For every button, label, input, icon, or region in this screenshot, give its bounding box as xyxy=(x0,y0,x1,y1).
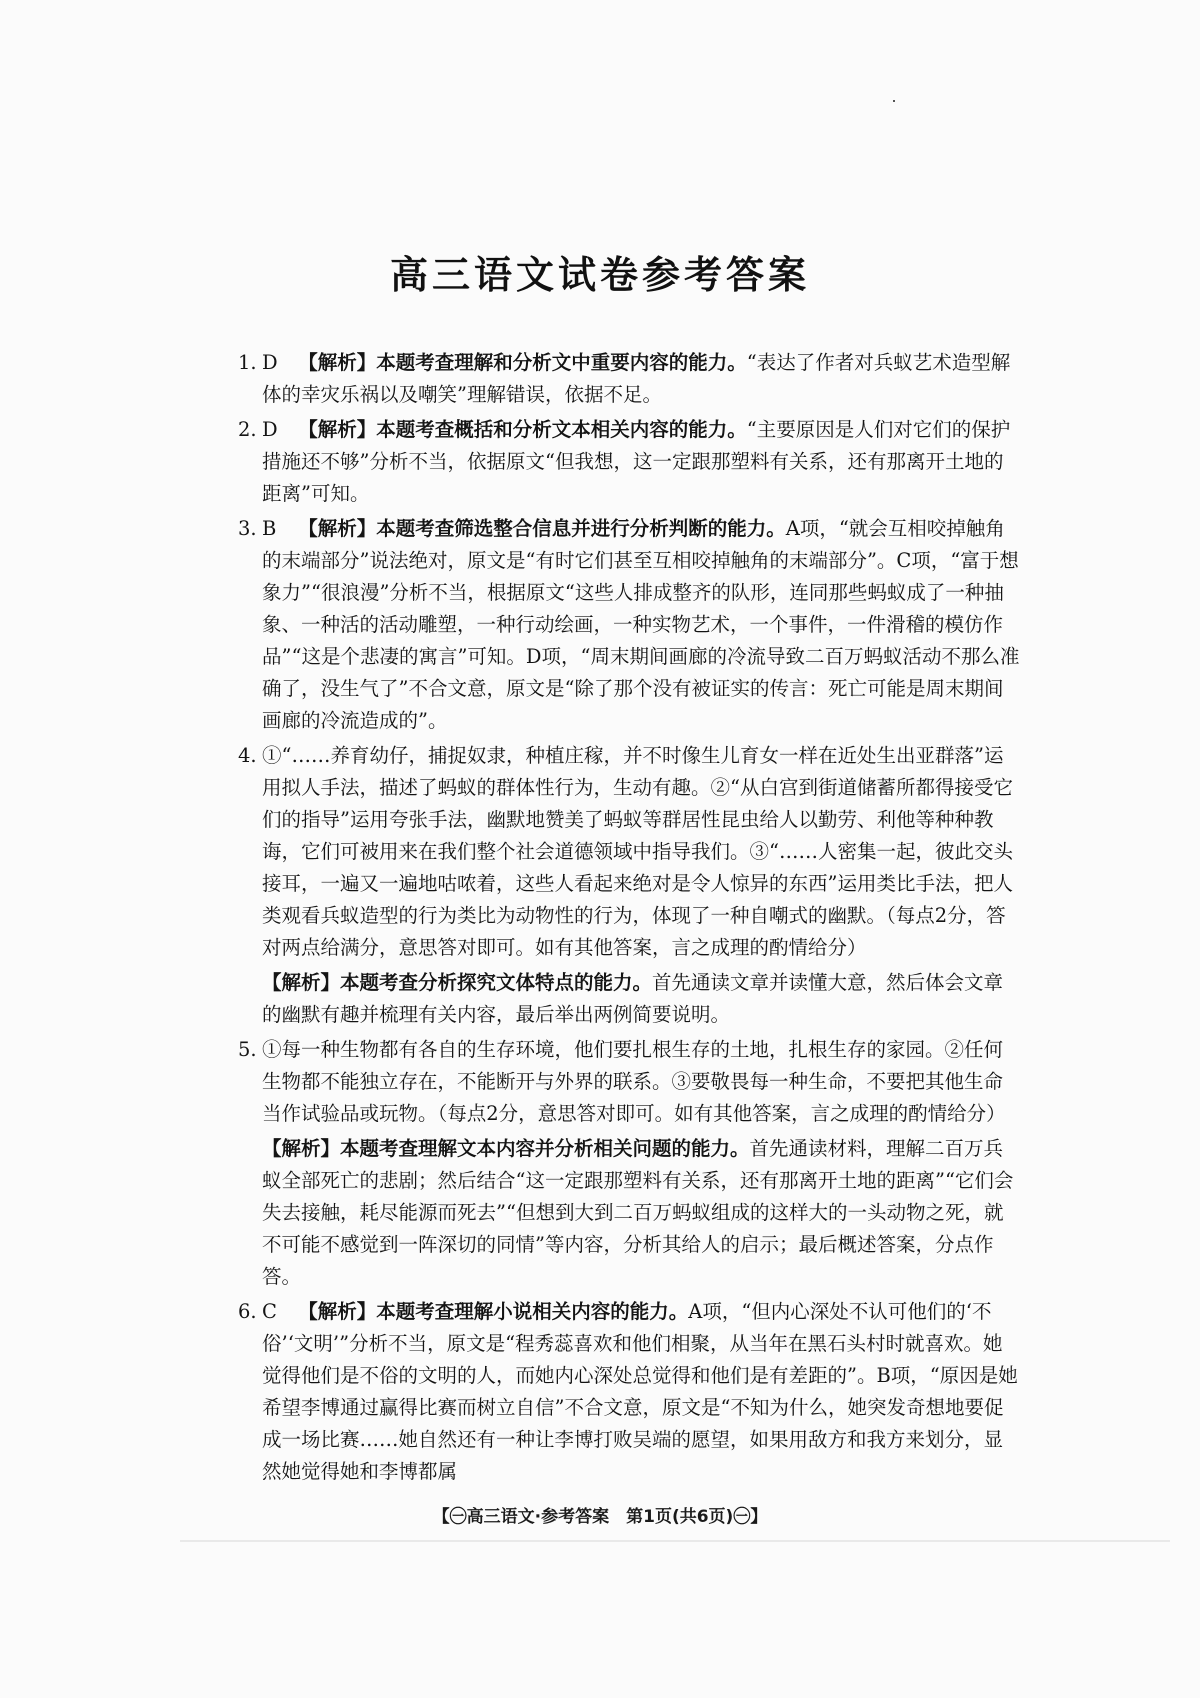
analysis-body: “主要原因是人们对它们的保护措施还不够”分析不当，依据原文“但我想，这一定跟那塑料有关系，还有那离开土地的距离”可知。 xyxy=(262,418,1011,505)
analysis-lead: 本题考查理解文本内容并分析相关问题的能力。 xyxy=(340,1137,750,1160)
item-answer: B xyxy=(262,517,277,540)
scan-edge-line xyxy=(180,1540,1170,1542)
analysis-tag: 【解析】 xyxy=(262,971,341,994)
item-answer: D xyxy=(262,418,278,441)
analysis-tag: 【解析】 xyxy=(298,418,377,441)
page-footer: 【㊀高三语文·参考答案 第1页(共6页)㊀】 xyxy=(432,1507,768,1527)
analysis-body: 首先通读材料，理解二百万兵蚁全部死亡的悲剧；然后结合“这一定跟那塑料有关系，还有那离开土地的距离”“它们会失去接触，耗尽能源而死去”“但想到大到二百万蚂蚁组成的这样大的一头动物之死，就不可能不感觉到一阵深切的同情”等内容，分析其给人的启示；最后概述答案，分点作答。 xyxy=(262,1137,1014,1288)
page-title: 高三语文试卷参考答案 xyxy=(389,253,810,297)
answer-item-5 xyxy=(238,1034,1022,1130)
analysis-lead: 本题考查理解和分析文中重要内容的能力。 xyxy=(376,351,747,374)
item-answer: D xyxy=(262,351,278,374)
analysis-tag: 【解析】 xyxy=(298,517,377,540)
answer-list xyxy=(238,347,1022,1491)
answer-item-1 xyxy=(238,347,1022,411)
item-number: 6. xyxy=(238,1300,257,1323)
analysis-tag: 【解析】 xyxy=(262,1137,341,1160)
analysis-tag: 【解析】 xyxy=(298,1300,377,1323)
analysis-lead: 本题考查概括和分析文本相关内容的能力。 xyxy=(376,418,747,441)
answer-item-4-analysis xyxy=(262,967,1022,1031)
scan-speck xyxy=(893,100,895,102)
answer-item-6 xyxy=(238,1296,1022,1488)
answer-item-3 xyxy=(238,513,1022,737)
item-number: 2. xyxy=(238,418,257,441)
item-number: 4. xyxy=(238,744,257,767)
answer-item-5-analysis xyxy=(262,1133,1022,1293)
analysis-body: 首先通读文章并读懂大意，然后体会文章的幽默有趣并梳理有关内容，最后举出两例简要说明。 xyxy=(262,971,1004,1026)
answer-item-2 xyxy=(238,414,1022,510)
analysis-lead: 本题考查理解小说相关内容的能力。 xyxy=(376,1300,689,1323)
analysis-lead: 本题考查筛选整合信息并进行分析判断的能力。 xyxy=(376,517,786,540)
analysis-body: “表达了作者对兵蚁艺术造型解体的幸灾乐祸以及嘲笑”理解错误，依据不足。 xyxy=(262,351,1011,406)
analysis-tag: 【解析】 xyxy=(298,351,377,374)
answer-body: ①“……养育幼仔，捕捉奴隶，种植庄稼，并不时像生儿育女一样在近处生出亚群落”运用拟人手法，描述了蚂蚁的群体性行为，生动有趣。②“从白宫到街道储蓄所都得接受它们的指导”运用夸张手法，幽默地赞美了蚂蚁等群居性昆虫给人以勤劳、利他等种种教诲，它们可被用来在我们整个社会道德领域中指导我们。③“……人密集一起，彼此交头接耳，一遍又一遍地咕哝着，这些人看起来绝对是令人惊异的东西”运用类比手法，把人类观看兵蚁造型的行为类比为动物性的行为，体现了一种自嘲式的幽默。（每点2分，答对两点给满分，意思答对即可。如有其他答案，言之成理的酌情给分） xyxy=(262,744,1013,959)
analysis-body: A项，“就会互相咬掉触角的末端部分”说法绝对，原文是“有时它们甚至互相咬掉触角的末端部分”。C项，“富于想象力”“很浪漫”分析不当，根据原文“这些人排成整齐的队形，连同那些蚂蚁成了一种抽象、一种活的活动雕塑，一种行动绘画，一种实物艺术，一个事件，一件滑稽的模仿作品”“这是个悲凄的寓言”可知。D项，“周末期间画廊的冷流导致二百万蚂蚁活动不那么准确了，没生气了”不合文意，原文是“除了那个没有被证实的传言：死亡可能是周末期间画廊的冷流造成的”。 xyxy=(262,517,1020,732)
analysis-body: A项，“但内心深处不认可他们的‘不俗’‘文明’”分析不当，原文是“程秀蕊喜欢和他们相聚，从当年在黑石头村时就喜欢。她觉得他们是不俗的文明的人，而她内心深处总觉得和他们是有差距的”。B项，“原因是她希望李博通过赢得比赛而树立自信”不合文意，原文是“不知为什么，她突发奇想地要促成一场比赛……她自然还有一种让李博打败吴端的愿望，如果用敌方和我方来划分，显然她觉得她和李博都属 xyxy=(262,1300,1018,1483)
answer-body: ①每一种生物都有各自的生存环境，他们要扎根生存的土地，扎根生存的家园。②任何生物都不能独立存在，不能断开与外界的联系。③要敬畏每一种生命，不要把其他生命当作试验品或玩物。（每点2分，意思答对即可。如有其他答案，言之成理的酌情给分） xyxy=(262,1038,1006,1125)
item-number: 5. xyxy=(238,1038,257,1061)
item-number: 1. xyxy=(238,351,257,374)
item-number: 3. xyxy=(238,517,257,540)
analysis-lead: 本题考查分析探究文体特点的能力。 xyxy=(340,971,653,994)
answer-item-4 xyxy=(238,740,1022,964)
item-answer: C xyxy=(262,1300,277,1323)
